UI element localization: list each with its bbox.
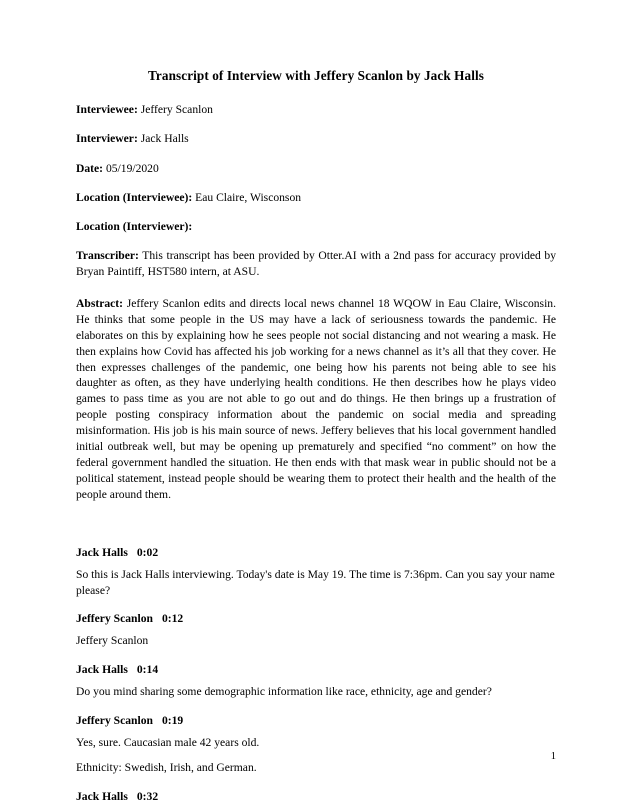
transcript-paragraph: Ethnicity: Swedish, Irish, and German. xyxy=(76,761,257,775)
field-interviewee-label: Interviewee: xyxy=(76,103,138,116)
speaker-name: Jeffery Scanlon xyxy=(76,612,153,626)
speaker-name: Jack Halls xyxy=(76,546,128,560)
field-transcriber-label: Transcriber: xyxy=(76,249,139,263)
field-interviewer xyxy=(76,131,556,146)
field-abstract xyxy=(76,296,556,502)
transcript-speaker xyxy=(76,612,556,625)
section-divider xyxy=(76,512,556,532)
speaker-name: Jeffery Scanlon xyxy=(76,713,153,727)
page-number: 1 xyxy=(550,751,556,762)
field-abstract-label: Abstract: xyxy=(76,297,124,311)
field-interviewer-value: Jack Halls xyxy=(140,132,189,146)
transcript-speaker xyxy=(76,790,556,803)
transcript-speaker xyxy=(76,663,556,676)
speaker-timestamp: 0:02 xyxy=(136,546,159,560)
transcript-paragraph: So this is Jack Halls interviewing. Today's date is May 19. The time is 7:36pm. Can you say your name please? xyxy=(76,568,555,597)
field-location-interviewer xyxy=(76,219,556,234)
speaker-timestamp: 0:32 xyxy=(136,789,159,803)
field-date-value: 05/19/2020 xyxy=(105,161,159,175)
page-title: Transcript of Interview with Jeffery Scanlon by Jack Halls xyxy=(148,68,484,83)
speaker-timestamp: 0:19 xyxy=(161,713,184,727)
field-transcriber-value: This transcript has been provided by Otter.AI with a 2nd pass for accuracy provided by Bryan Paintiff, HST580 intern, at ASU. xyxy=(76,249,556,279)
transcript-paragraph: Jeffery Scanlon xyxy=(76,634,149,648)
field-location-interviewee xyxy=(76,190,556,205)
field-date-label: Date: xyxy=(76,161,104,175)
transcript-speaker xyxy=(76,546,556,559)
field-location-interviewee-value: Eau Claire, Wisconson xyxy=(195,190,302,204)
speaker-timestamp: 0:14 xyxy=(136,662,159,676)
field-date xyxy=(76,161,556,176)
field-location-interviewee-label: Location (Interviewee): xyxy=(76,190,193,204)
field-transcriber xyxy=(76,248,556,280)
transcript-paragraph: Do you mind sharing some demographic information like race, ethnicity, age and gender? xyxy=(76,684,492,698)
field-interviewee-value: Jeffery Scanlon xyxy=(140,103,213,116)
field-interviewer-label: Interviewer: xyxy=(76,132,138,146)
field-abstract-value: Jeffery Scanlon edits and directs local news channel 18 WQOW in Eau Claire, Wisconsin. He thinks that some people in the US may have a lack of seriousness towards the pandemic. He elaborates on this by explaining how he sees people not social distancing and not wearing a mask. He then explains how Covid has affected his job working for a news channel as it’s all that they cover. He then expresses challenges of the pandemic, one being how his parents not being able to see his daughter as often, as they have underlying health conditions. He then describes how he plays video games to pass time as you are not able to go out and do things. He then brings up a frustration of people posting conspiracy information about the pandemic on social media and spreading misinformation. His job is his main source of news. Jeffery believes that his local government handled initial outbreak well, but may be opening up prematurely and specified “no comment” on how the federal government handled the situation. He then ends with that mask wear in public should not be a political statement, instead people should be wearing them to protect their health and the health of the people around them. xyxy=(76,297,556,501)
speaker-name: Jack Halls xyxy=(76,789,128,803)
field-location-interviewer-label: Location (Interviewer): xyxy=(76,220,193,234)
transcript-speaker xyxy=(76,714,556,727)
transcript-paragraph: Yes, sure. Caucasian male 42 years old. xyxy=(76,735,260,749)
field-interviewee xyxy=(76,102,556,117)
speaker-name: Jack Halls xyxy=(76,662,128,676)
speaker-timestamp: 0:12 xyxy=(161,612,184,626)
